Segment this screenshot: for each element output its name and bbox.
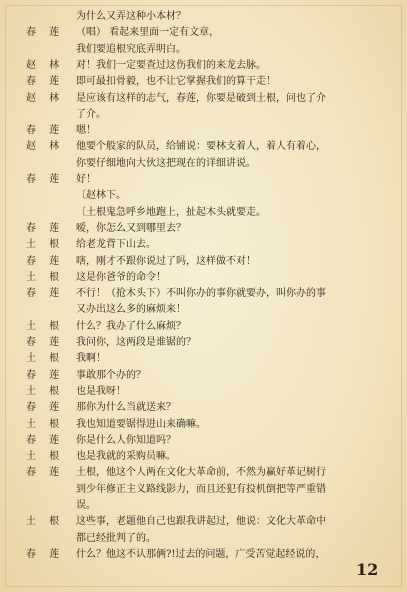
line-text: 什么？他这不认那俩?!过去的问题，广受苦觉起经说的， (76, 548, 326, 560)
dialogue-line (0, 286, 407, 302)
speaker-name: 土 根 (26, 385, 65, 397)
speaker-name: 土 根 (26, 516, 65, 528)
line-text: 那你为什么当就送来？ (76, 402, 176, 414)
line-text: 即可最扣骨毅，也不让它掌握我们的算干走！ (76, 76, 276, 88)
speaker-name: 春 莲 (26, 76, 65, 88)
dialogue-line (0, 188, 407, 204)
line-text: 我们要追根究底弄明白。 (76, 43, 186, 55)
line-text: 不行！（抢木头下）不叫你办的事你就要办，叫你办的事 (76, 288, 326, 300)
dialogue-line (0, 482, 407, 498)
line-text: 你要仔细地向大伙这把现在的详细讲说。 (76, 157, 256, 169)
line-text: 我问你，这两段是谁锯的？ (76, 337, 196, 348)
speaker-name: 春 莲 (26, 548, 65, 560)
dialogue-line (0, 270, 407, 286)
speaker-name: 土 根 (26, 418, 65, 430)
line-text: 〔赵林下。 (76, 190, 126, 202)
dialogue-line (0, 319, 407, 335)
line-text: 他要个般家的队员，给铺说：要林支着人，着人有着心， (76, 141, 326, 153)
dialogue-line (0, 417, 407, 433)
dialogue-line (0, 302, 407, 318)
dialogue-line (0, 25, 407, 41)
speaker-name: 春 莲 (26, 125, 65, 137)
dialogue-line (0, 351, 407, 367)
line-text: 又办出这么多的麻烦来！ (76, 304, 186, 316)
line-text: 对！我们一定要查过这伤我们的来龙去脉。 (76, 59, 266, 71)
speaker-name: 赵 林 (26, 92, 65, 104)
dialogue-line (0, 91, 407, 107)
line-text: 这些事，老题他自己也跟我讲起过，他说：文化大革命中 (76, 516, 326, 528)
dialogue-line (0, 433, 407, 449)
dialogue-line (0, 107, 407, 123)
dialogue-line (0, 514, 407, 530)
line-text: 也是我就的采购员嘛。 (76, 451, 176, 463)
speaker-name: 春 莲 (26, 27, 65, 39)
dialogue-line (0, 531, 407, 547)
speaker-name: 春 莲 (26, 467, 65, 479)
line-text: 误。 (76, 500, 96, 511)
line-text: 什么？我办了什么麻烦？ (76, 320, 186, 332)
line-text: 到少年修正主义路线影力，而且还犯有投机倒把等严重错 (76, 483, 326, 495)
speaker-name: 春 莲 (26, 434, 65, 446)
speaker-name: 春 莲 (26, 402, 65, 414)
line-text: 嗯！ (76, 125, 96, 137)
speaker-name: 土 根 (26, 451, 65, 463)
speaker-name: 春 莲 (26, 337, 65, 348)
dialogue-line (0, 335, 407, 351)
speaker-name: 土 根 (26, 271, 65, 283)
speaker-name: 土 根 (26, 320, 65, 332)
speaker-name: 春 莲 (26, 255, 65, 267)
line-text: 我啊！ (76, 353, 106, 365)
dialogue-line (0, 205, 407, 221)
dialogue-line (0, 368, 407, 384)
line-text: 〔土根鬼急呼乡地跑上，扯起木头就要走。 (76, 206, 266, 218)
line-text: 了介。 (76, 108, 106, 120)
line-text: （唱） 看起来里面一定有文章， (76, 27, 220, 39)
dialogue-line (0, 9, 407, 25)
dialogue-line (0, 384, 407, 400)
line-text: 都已经批判了的。 (76, 532, 156, 544)
line-text: 你是什么人你知道吗？ (76, 434, 176, 446)
line-text: 嗐，刚才不跟你说过了吗，这样做不对！ (76, 255, 256, 267)
dialogue-line (0, 139, 407, 155)
line-text: 嗳，你怎么又到哪里去？ (76, 222, 186, 234)
page-number: 12 (356, 560, 379, 579)
dialogue-line (0, 172, 407, 188)
dialogue-line (0, 237, 407, 253)
dialogue-line (0, 221, 407, 237)
dialogue-line (0, 400, 407, 416)
line-text: 给老龙背下山去。 (76, 239, 156, 251)
dialogue-line (0, 254, 407, 270)
line-text: 也是我呀！ (76, 385, 126, 397)
line-text: 事敢那个办的？ (76, 369, 146, 381)
dialogue-line (0, 498, 407, 514)
dialogue-line (0, 42, 407, 58)
speaker-name: 赵 林 (26, 59, 65, 71)
line-text: 这是你爸爷的命令！ (76, 271, 166, 283)
speaker-name: 土 根 (26, 353, 65, 365)
line-text: 为什么又弄这种小本材？ (76, 11, 186, 22)
line-text: 好！ (76, 174, 96, 185)
speaker-name: 春 莲 (26, 288, 65, 300)
line-text: 是应该有这样的志气，春莲，你要是破到土根，问也了介 (76, 92, 326, 104)
dialogue-line (0, 74, 407, 90)
speaker-name: 春 莲 (26, 369, 65, 381)
speaker-name: 土 根 (26, 239, 65, 251)
line-text: 土根，他这个人两在文化大革命前，不然为赢好革记树行 (76, 467, 326, 479)
dialogue-line (0, 123, 407, 139)
speaker-name: 春 莲 (26, 222, 65, 234)
speaker-name: 春 莲 (26, 174, 65, 185)
dialogue-line (0, 449, 407, 465)
dialogue-line (0, 465, 407, 481)
dialogue-line (0, 58, 407, 74)
speaker-name: 赵 林 (26, 141, 65, 153)
line-text: 我也知道要锯得进山来确嘛。 (76, 418, 206, 430)
dialogue-line (0, 547, 407, 563)
dialogue-line (0, 156, 407, 172)
